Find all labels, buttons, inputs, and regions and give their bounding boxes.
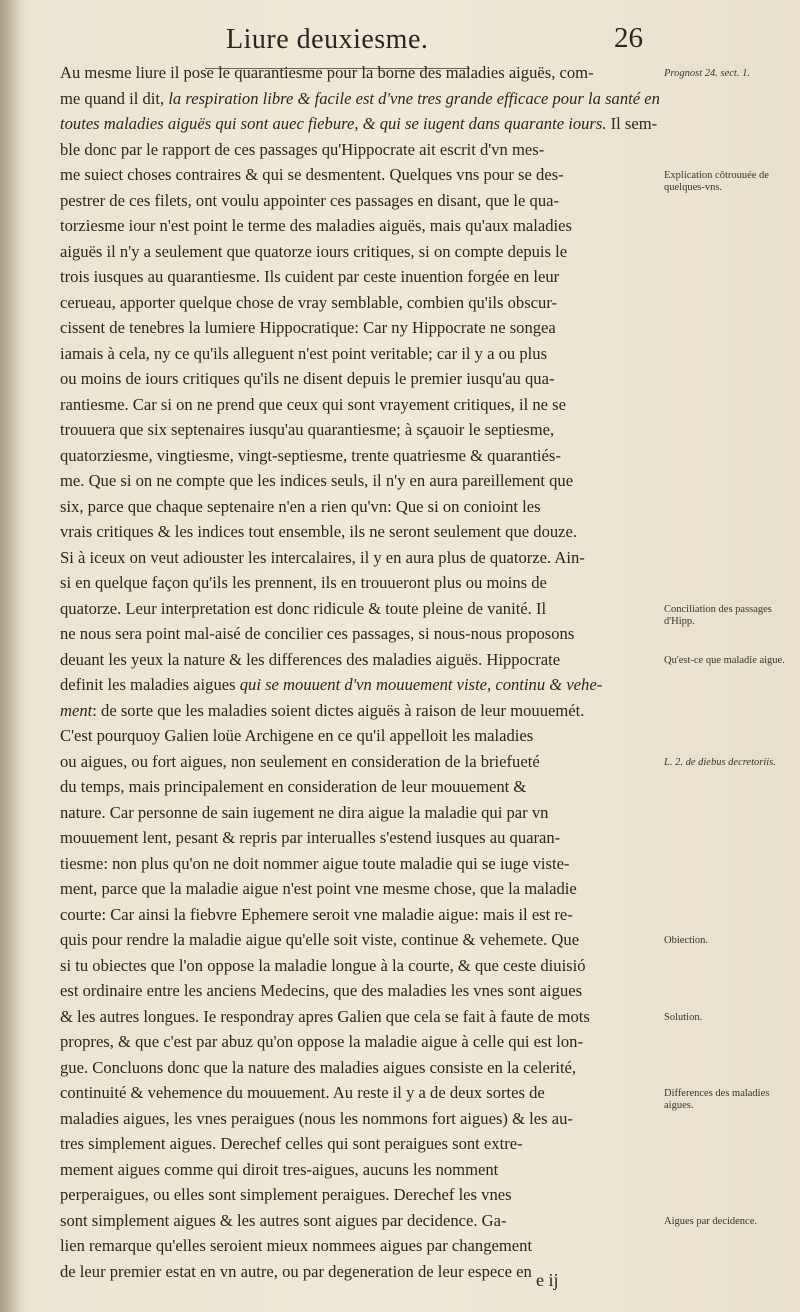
text-segment: si tu obiectes que l'on oppose la maladie longue à la courte, & que ceste diuisió: [60, 955, 586, 975]
text-segment: definit les maladies aigues: [60, 675, 240, 694]
page-number: 26: [614, 22, 643, 54]
text-segment: me. Que si on ne compte que les indices seuls, il n'y en aura pareillement que: [60, 471, 574, 490]
text-segment: iamais à cela, ny ce qu'ils alleguent n'est point veritable; car il y a ou plus: [60, 343, 548, 363]
text-line: [60, 315, 660, 341]
text-segment: rantiesme. Car si on ne prend que ceux qui sont vrayement critiques, il ne se: [60, 394, 566, 414]
text-segment: ment, parce que la maladie aigue n'est point vne mesme chose, que la maladie: [60, 879, 577, 898]
text-line: [60, 672, 660, 698]
italic-quote: ment: [60, 700, 93, 720]
text-line: [60, 647, 660, 673]
text-line: [60, 1131, 660, 1157]
text-segment: sont simplement aigues & les autres sont aigues par decidence. Ga-: [60, 1210, 507, 1230]
text-line: [60, 1233, 660, 1259]
text-line: [60, 1055, 660, 1081]
text-segment: propres, & que c'est par abuz qu'on oppose la maladie aigue à celle qui est lon-: [60, 1032, 583, 1051]
text-segment: : de sorte que les maladies soient dictes aiguës à raison de leur mouuemét.: [92, 700, 585, 720]
text-line: [60, 290, 660, 316]
text-segment: continuité & vehemence du mouuement. Au reste il y a de deux sortes de: [60, 1083, 545, 1102]
running-title: Liure deuxiesme.: [226, 24, 429, 55]
margin-note: Prognost 24. sect. 1.: [664, 68, 750, 79]
text-line: [60, 264, 660, 290]
text-line: [60, 749, 660, 775]
text-line: [60, 468, 660, 494]
text-line: [60, 851, 660, 877]
text-line: [60, 137, 660, 163]
margin-note: Aigues par decidence.: [664, 1215, 757, 1227]
italic-quote: qui se mouuent d'vn mouuement viste, continu & vehe-: [239, 675, 603, 694]
text-line: [60, 1182, 660, 1208]
text-segment: pestrer de ces filets, ont voulu appointer ces passages en disant, que le qua-: [60, 190, 560, 210]
text-segment: cerueau, apporter quelque chose de vray semblable, combien qu'ils obscur-: [60, 292, 558, 312]
text-segment: C'est pourquoy Galien loüe Archigene en ce qu'il appelloit les maladies: [60, 726, 534, 745]
margin-note: L. 2. de diebus decretoriis.: [664, 756, 776, 768]
text-line: [60, 111, 660, 137]
text-segment: six, parce que chaque septenaire n'en a rien qu'vn: Que si on conioint les: [60, 496, 541, 516]
text-line: [60, 545, 660, 571]
text-segment: ou aigues, ou fort aigues, non seulement en consideration de la briefueté: [60, 751, 540, 771]
text-line: [60, 519, 660, 545]
text-segment: mement aigues comme qui diroit tres-aigues, aucuns les nomment: [60, 1159, 499, 1179]
text-segment: trois iusques au quarantiesme. Ils cuident par ceste inuention forgée en leur: [60, 267, 560, 286]
text-line: [60, 876, 660, 902]
text-segment: si en quelque façon qu'ils les prennent, ils en trouueront plus ou moins de: [60, 573, 547, 592]
margin-note: Explication cōtrouuée de quelques-vns.: [664, 170, 769, 193]
text-line: [60, 188, 660, 214]
text-segment: vrais critiques & les indices tout ensemble, ils ne seront seulement que douze.: [60, 522, 578, 541]
text-line: [60, 341, 660, 367]
text-segment: gue. Concluons donc que la nature des maladies aigues consiste en la celerité,: [60, 1057, 577, 1077]
text-line: [60, 570, 660, 596]
text-line: [60, 1208, 660, 1234]
text-segment: ou moins de iours critiques qu'ils ne disent depuis le premier iusqu'au qua-: [60, 369, 555, 388]
text-segment: & les autres longues. Ie respondray apres Galien que cela se fait à faute de mots: [60, 1006, 590, 1026]
text-segment: lien remarque qu'elles seroient mieux nommees aigues par changement: [60, 1236, 533, 1255]
text-segment: ne nous sera point mal-aisé de concilier ces passages, si nous-nous proposons: [60, 624, 575, 643]
text-segment: quatorziesme, vingtiesme, vingt-septiesme, trente quatriesme & quarantiés-: [60, 445, 561, 465]
text-line: [60, 1029, 660, 1055]
signature-mark: e ij: [536, 1270, 559, 1290]
text-line: [60, 1106, 660, 1132]
text-segment: aiguës il n'y a seulement que quatorze iours critiques, si on compte depuis le: [60, 241, 568, 261]
text-segment: nature. Car personne de sain iugement ne dira aigue la maladie qui par vn: [60, 802, 549, 822]
margin-note: Qu'est-ce que maladie aigue.: [664, 654, 785, 666]
text-segment: torziesme iour n'est point le terme des maladies aiguës, mais qu'aux maladies: [60, 216, 572, 235]
text-line: [60, 494, 660, 520]
text-segment: est ordinaire entre les anciens Medecins, que des maladies les vnes sont aigues: [60, 981, 583, 1000]
text-segment: tres simplement aigues. Derechef celles qui sont peraigues sont extre-: [60, 1134, 523, 1153]
text-line: [60, 1259, 660, 1285]
text-segment: ble donc par le rapport de ces passages qu'Hippocrate ait escrit d'vn mes-: [60, 139, 545, 159]
text-line: [60, 927, 660, 953]
text-line: [60, 825, 660, 851]
text-segment: quatorze. Leur interpretation est donc ridicule & toute pleine de vanité. Il: [60, 598, 547, 618]
text-segment: me quand il dit,: [60, 88, 169, 108]
text-line: [60, 443, 660, 469]
page-header: [0, 18, 800, 62]
text-segment: deuant les yeux la nature & les differences des maladies aiguës. Hippocrate: [60, 649, 561, 669]
text-line: [60, 162, 660, 188]
text-line: [60, 978, 660, 1004]
text-line: [60, 1080, 660, 1106]
text-line: [60, 213, 660, 239]
italic-quote: toutes maladies aiguës qui sont auec fiebure, & qui se iugent dans quarante iours.: [60, 114, 607, 133]
text-segment: mouuement lent, pesant & repris par interualles s'estend iusques au quaran-: [60, 828, 561, 847]
text-line: [60, 366, 660, 392]
text-segment: Au mesme liure il pose le quarantiesme pour la borne des maladies aiguës, com-: [60, 63, 594, 82]
text-line: [60, 60, 660, 86]
text-segment: courte: Car ainsi la fiebvre Ephemere seroit vne maladie aigue: mais il est re-: [60, 904, 573, 924]
text-line: [60, 621, 660, 647]
text-line: [60, 239, 660, 265]
margin-note: Solution.: [664, 1011, 703, 1023]
text-segment: quis pour rendre la maladie aigue qu'elle soit viste, continue & vehemete. Que: [60, 930, 580, 949]
text-line: [60, 800, 660, 826]
text-line: [60, 698, 660, 724]
text-line: [60, 1004, 660, 1030]
text-line: [60, 774, 660, 800]
text-line: [60, 417, 660, 443]
italic-quote: la respiration libre & facile est d'vne tres grande efficace pour la santé en: [168, 88, 660, 108]
text-segment: Il sem-: [606, 114, 658, 133]
text-segment: Si à iceux on veut adiouster les intercalaires, il y en aura plus de quatorze. Ain-: [60, 547, 585, 567]
text-segment: perperaigues, ou elles sont simplement peraigues. Derechef les vnes: [60, 1185, 512, 1204]
text-line: [60, 86, 660, 112]
text-segment: trouuera que six septenaires iusqu'au quarantiesme; à sçauoir le septiesme,: [60, 420, 555, 439]
text-line: [60, 953, 660, 979]
text-line: [60, 1157, 660, 1183]
text-segment: cissent de tenebres la lumiere Hippocratique: Car ny Hippocrate ne songea: [60, 318, 556, 337]
margin-note: Conciliation des passages d'Hipp.: [664, 603, 772, 627]
text-line: [60, 392, 660, 418]
gutter-shadow: [0, 0, 22, 1312]
text-segment: maladies aigues, les vnes peraigues (nous les nommons fort aigues) & les au-: [60, 1108, 573, 1128]
text-line: [60, 596, 660, 622]
text-segment: du temps, mais principalement en consideration de leur mouuement &: [60, 777, 527, 796]
margin-note: Obiection.: [664, 935, 709, 946]
text-line: [60, 723, 660, 749]
text-segment: tiesme: non plus qu'on ne doit nommer aigue toute maladie qui se iuge viste-: [60, 853, 570, 873]
text-line: [60, 902, 660, 928]
text-segment: de leur premier estat en vn autre, ou par degeneration de leur espece en: [60, 1261, 532, 1281]
text-segment: me suiect choses contraires & qui se desmentent. Quelques vns pour se des-: [60, 165, 564, 184]
margin-note: Differences des maladies aigues.: [664, 1088, 770, 1111]
